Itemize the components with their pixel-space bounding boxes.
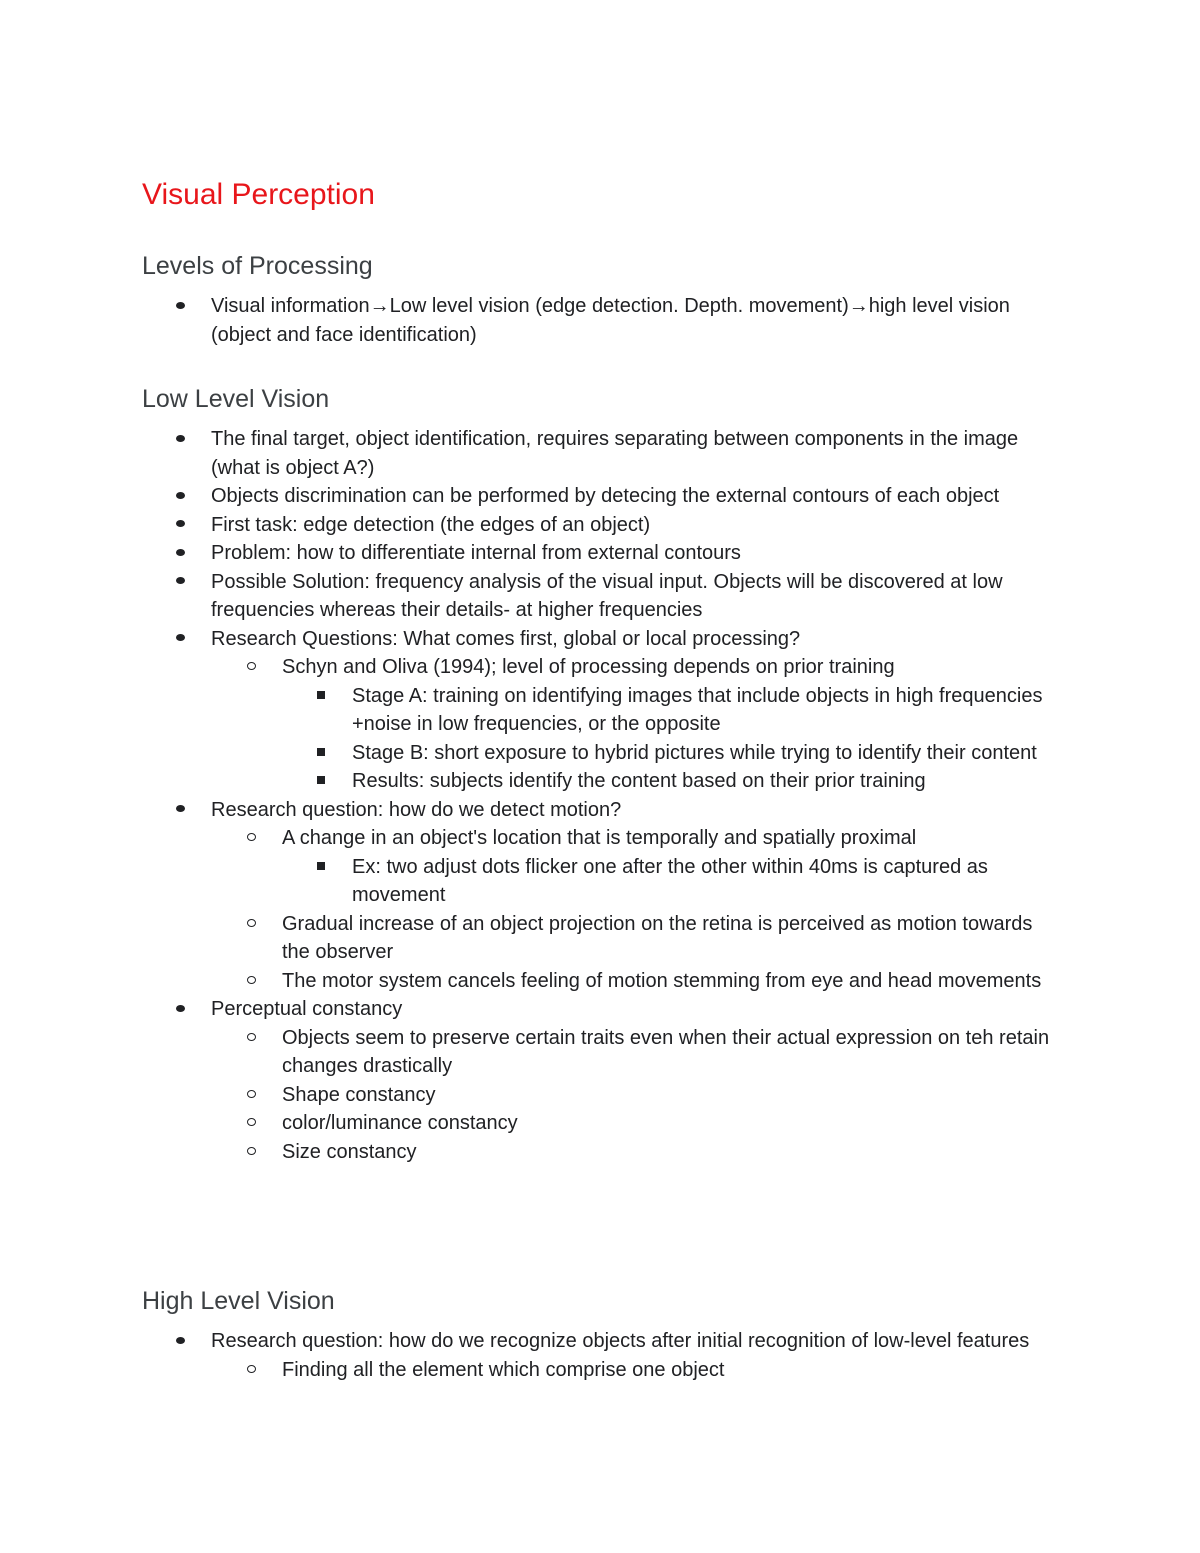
list-item-text: The motor system cancels feeling of motion stemming from eye and head movements: [282, 969, 1042, 992]
list-item-text: Gradual increase of an object projection on the retina is perceived as motion towards the observer: [282, 912, 1033, 963]
list-item: [0, 796, 1051, 825]
bullet-circle-icon: [247, 653, 256, 682]
list-item: [0, 1081, 1052, 1110]
list-item: [0, 853, 1052, 910]
bullet-circle-icon: [247, 1356, 256, 1385]
list-item-text: color/luminance constancy: [282, 1112, 518, 1134]
list-item: [0, 292, 1051, 349]
list-item-text: Size constancy: [282, 1140, 417, 1163]
bullet-dot-icon: [176, 292, 185, 321]
bullet-dot-icon: [176, 1327, 185, 1356]
bullet-dot-icon: [176, 539, 185, 568]
list-item: [0, 1327, 1051, 1356]
list-item-text: Problem: how to differentiate internal from external contours: [211, 542, 741, 564]
heading-low-level-vision: Low Level Vision: [142, 385, 330, 413]
list-item: [0, 653, 1052, 682]
bullet-dot-icon: [176, 625, 185, 654]
list-item-text: Research question: how do we recognize objects after initial recognition of low-level features: [211, 1330, 1030, 1352]
bullet-square-icon: [317, 767, 325, 796]
bullet-square-icon: [317, 739, 325, 768]
list-item-text: Research question: how do we detect motion?: [211, 798, 622, 821]
list-item-text: Objects seem to preserve certain traits even when their actual expression on teh retain changes drastically: [282, 1026, 1050, 1077]
list-item: [0, 824, 1052, 853]
list-item: [0, 625, 1051, 654]
list-item-text: Finding all the element which comprise one object: [282, 1358, 725, 1381]
list-item: [0, 482, 1051, 511]
list-item: [0, 1356, 1052, 1385]
list-item-text: A change in an object's location that is temporally and spatially proximal: [282, 827, 917, 849]
list-item-text: Stage A: training on identifying images that include objects in high frequencies +noise in low frequencies, or the opposite: [352, 684, 1043, 735]
bullet-circle-icon: [247, 967, 256, 996]
bullet-dot-icon: [176, 425, 185, 454]
list-item: [0, 1024, 1052, 1081]
high-level-list: [0, 1327, 1200, 1384]
list-item-text: Research Questions: What comes first, global or local processing?: [211, 627, 801, 650]
bullet-square-icon: [317, 853, 325, 882]
list-item-text: Objects discrimination can be performed by detecing the external contours of each object: [211, 485, 1000, 507]
list-item-text: The final target, object identification, requires separating between components in the image (what is object A?): [211, 428, 1019, 479]
list-item: [0, 568, 1051, 625]
document-title: Visual Perception: [142, 178, 375, 211]
list-item-text: Perceptual constancy: [211, 998, 403, 1020]
list-item: [0, 995, 1051, 1024]
list-item-text: Schyn and Oliva (1994); level of processing depends on prior training: [282, 656, 895, 678]
list-item: [0, 967, 1052, 996]
bullet-dot-icon: [176, 482, 185, 511]
bullet-dot-icon: [176, 995, 185, 1024]
list-item: [0, 767, 1052, 796]
bullet-dot-icon: [176, 796, 185, 825]
heading-high-level-vision: High Level Vision: [142, 1287, 335, 1315]
bullet-dot-icon: [176, 568, 185, 597]
list-item-text: First task: edge detection (the edges of an object): [211, 513, 651, 536]
levels-list: [0, 292, 1200, 349]
list-item-text: Shape constancy: [282, 1083, 436, 1106]
list-item: [0, 682, 1052, 739]
list-item: [0, 1138, 1052, 1167]
list-item-text: Results: subjects identify the content based on their prior training: [352, 770, 926, 792]
heading-levels-of-processing: Levels of Processing: [142, 252, 373, 280]
low-level-list: [0, 425, 1200, 1166]
bullet-circle-icon: [247, 910, 256, 939]
list-item: [0, 739, 1052, 768]
list-item-text: Possible Solution: frequency analysis of the visual input. Objects will be discovered at low frequencies whereas their details- at higher frequencies: [211, 570, 1003, 621]
bullet-circle-icon: [247, 824, 256, 853]
list-item: [0, 539, 1051, 568]
bullet-circle-icon: [247, 1024, 256, 1053]
list-item-text: Visual information→Low level vision (edge detection. Depth. movement)→high level vision (object and face identification): [211, 295, 1010, 346]
bullet-circle-icon: [247, 1081, 256, 1110]
bullet-circle-icon: [247, 1109, 256, 1138]
list-item: [0, 1109, 1052, 1138]
bullet-square-icon: [317, 682, 325, 711]
list-item: [0, 425, 1051, 482]
list-item-text: Ex: two adjust dots flicker one after the other within 40ms is captured as movement: [352, 855, 988, 906]
bullet-dot-icon: [176, 511, 185, 540]
list-item-text: Stage B: short exposure to hybrid pictures while trying to identify their content: [352, 741, 1037, 764]
list-item: [0, 511, 1051, 540]
list-item: [0, 910, 1052, 967]
bullet-circle-icon: [247, 1138, 256, 1167]
